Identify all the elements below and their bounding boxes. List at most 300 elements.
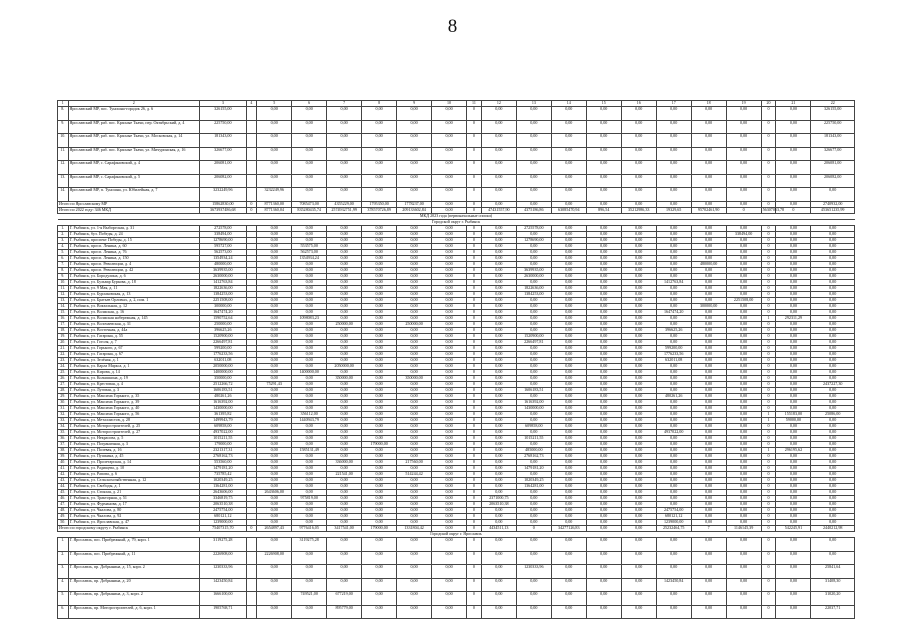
value-cell: 25841,64: [811, 565, 855, 579]
total-value-cell: 0,00: [621, 201, 656, 207]
total-label-cell: Итого по 2022 году: 346 МКД: [58, 207, 200, 213]
column-number-cell: 7: [327, 101, 362, 107]
value-cell: 206082,00: [200, 174, 247, 188]
value-cell: 0: [467, 161, 482, 175]
address-cell: Г. Ярославль, пос. Прибрежный, д. 11: [68, 551, 199, 565]
total-value-cell: 0,00: [691, 201, 726, 207]
value-cell: 0,00: [397, 514, 432, 520]
value-cell: 0: [761, 551, 776, 565]
value-cell: 0: [761, 490, 776, 496]
value-cell: 0,00: [432, 370, 467, 376]
value-cell: 0,00: [397, 226, 432, 232]
value-cell: 0,00: [481, 250, 516, 256]
value-cell: 0,00: [811, 508, 855, 514]
value-cell: 0,00: [481, 394, 516, 400]
address-cell: Г. Рыбинск, ул. Колышкина, д. 19: [68, 376, 199, 382]
value-cell: 0: [467, 592, 482, 606]
value-cell: 179000,00: [200, 442, 247, 448]
value-cell: 0,00: [327, 508, 362, 514]
value-cell: 0,00: [397, 232, 432, 238]
row-number-cell: 10.: [58, 280, 69, 286]
value-cell: 0,00: [432, 268, 467, 274]
value-cell: 0,00: [586, 322, 621, 328]
value-cell: 0,00: [397, 174, 432, 188]
value-cell: 0,00: [516, 346, 551, 352]
value-cell: 0,00: [776, 454, 811, 460]
value-cell: 0,00: [432, 274, 467, 280]
address-cell: Г. Рыбинск, ул. Чкалова, д. 92: [68, 514, 199, 520]
value-cell: 0,00: [551, 328, 586, 334]
total-label-cell: Итого по городскому округу г. Рыбинск: [58, 526, 200, 532]
value-cell: 0,00: [586, 388, 621, 394]
value-cell: 1822636,00: [200, 286, 247, 292]
value-cell: 0,00: [776, 322, 811, 328]
value-cell: 0,00: [481, 430, 516, 436]
value-cell: 0: [467, 298, 482, 304]
value-cell: 0,00: [776, 262, 811, 268]
value-cell: 680121,12: [200, 514, 247, 520]
value-cell: 0,00: [551, 238, 586, 244]
value-cell: 0,00: [811, 244, 855, 250]
value-cell: 0,00: [621, 496, 656, 502]
value-cell: 0,00: [327, 466, 362, 472]
value-cell: 0,00: [621, 316, 656, 322]
value-cell: 0,00: [586, 316, 621, 322]
value-cell: 0,00: [432, 382, 467, 388]
value-cell: 181343,00: [811, 134, 855, 148]
value-cell: 206082,00: [811, 174, 855, 188]
row-number-cell: 1.: [58, 538, 69, 552]
value-cell: 0,00: [776, 328, 811, 334]
value-cell: 0: [761, 244, 776, 250]
value-cell: 0,00: [586, 238, 621, 244]
value-cell: 0: [761, 370, 776, 376]
value-cell: 0,00: [586, 280, 621, 286]
total-value-cell: 1331804,42: [397, 526, 432, 532]
value-cell: 0,00: [776, 496, 811, 502]
value-cell: 0,00: [656, 174, 691, 188]
value-cell: 0,00: [811, 496, 855, 502]
value-cell: 0,00: [481, 134, 516, 148]
value-cell: 0,00: [691, 310, 726, 316]
value-cell: 2321317,31: [200, 448, 247, 454]
value-cell: 0,00: [811, 238, 855, 244]
value-cell: 0,00: [397, 340, 432, 346]
value-cell: 0,00: [656, 605, 691, 619]
value-cell: 0,00: [362, 364, 397, 370]
value-cell: 0,00: [691, 490, 726, 496]
value-cell: 0,00: [621, 292, 656, 298]
value-cell: 0,00: [292, 322, 327, 328]
value-cell: 0,00: [656, 120, 691, 134]
value-cell: 735785,42: [200, 472, 247, 478]
value-cell: 0,00: [776, 298, 811, 304]
value-cell: 0: [467, 238, 482, 244]
row-number-cell: 25.: [58, 370, 69, 376]
value-cell: 0: [761, 107, 776, 121]
value-cell: 0,00: [432, 418, 467, 424]
value-cell: 0,00: [292, 430, 327, 436]
value-cell: 0,00: [516, 280, 551, 286]
value-cell: 0,00: [481, 424, 516, 430]
value-cell: 0,00: [516, 520, 551, 526]
total-value-cell: 179000,00: [362, 526, 397, 532]
value-cell: 0,00: [811, 394, 855, 400]
value-cell: 0,00: [811, 256, 855, 262]
value-cell: 0,00: [362, 304, 397, 310]
value-cell: 0,00: [621, 508, 656, 514]
value-cell: 0,00: [481, 605, 516, 619]
value-cell: 0,00: [656, 304, 691, 310]
value-cell: 0,00: [481, 226, 516, 232]
value-cell: 0,00: [691, 578, 726, 592]
value-cell: 0,00: [292, 376, 327, 382]
value-cell: 0,00: [811, 364, 855, 370]
value-cell: 0,00: [776, 520, 811, 526]
value-cell: 0,00: [776, 484, 811, 490]
value-cell: 0,00: [656, 418, 691, 424]
value-cell: 0: [467, 226, 482, 232]
value-cell: 0,00: [516, 496, 551, 502]
value-cell: 0,00: [691, 382, 726, 388]
value-cell: 0,00: [691, 238, 726, 244]
value-cell: 0,00: [811, 262, 855, 268]
value-cell: 1666100,00: [200, 592, 247, 606]
value-cell: 0,00: [397, 406, 432, 412]
value-cell: 0,00: [811, 232, 855, 238]
value-cell: 2437227,30: [811, 382, 855, 388]
value-cell: 0,00: [327, 578, 362, 592]
value-cell: 0,00: [551, 592, 586, 606]
value-cell: 0,00: [516, 592, 551, 606]
value-cell: 1400000,00: [200, 370, 247, 376]
value-cell: 0,00: [292, 310, 327, 316]
value-cell: 0,00: [432, 232, 467, 238]
value-cell: 0,00: [726, 382, 761, 388]
value-cell: 1: [761, 412, 776, 418]
column-number-cell: 5: [257, 101, 292, 107]
value-cell: 0,00: [327, 256, 362, 262]
value-cell: 0,00: [691, 244, 726, 250]
address-cell: Ярославский МР, с. Сарафановский, д. 5: [68, 174, 199, 188]
value-cell: 0,00: [656, 382, 691, 388]
value-cell: 0,00: [327, 250, 362, 256]
value-cell: 0,00: [811, 286, 855, 292]
value-cell: 0,00: [776, 382, 811, 388]
value-cell: 0,00: [621, 406, 656, 412]
value-cell: 0,00: [586, 394, 621, 400]
row-number-cell: 37.: [58, 442, 69, 448]
value-cell: 0,00: [362, 565, 397, 579]
value-cell: 0,00: [811, 478, 855, 484]
value-cell: 0,00: [362, 340, 397, 346]
value-cell: 0,00: [726, 256, 761, 262]
row-number-cell: 22.: [58, 352, 69, 358]
value-cell: 0,00: [327, 442, 362, 448]
value-cell: 0,00: [811, 406, 855, 412]
value-cell: 0,00: [656, 316, 691, 322]
total-value-cell: 0: [726, 207, 761, 213]
value-cell: 0,00: [397, 370, 432, 376]
column-number-cell: 1: [58, 101, 69, 107]
value-cell: 179000,00: [362, 442, 397, 448]
value-cell: 0,00: [776, 565, 811, 579]
value-cell: 0,00: [257, 328, 292, 334]
address-cell: Ярославский МР, раб. пос. Красные Ткачи, пер. Октябрьский, д. 4: [68, 120, 199, 134]
value-cell: 0,00: [327, 538, 362, 552]
value-cell: 0,00: [586, 292, 621, 298]
value-cell: 0,00: [397, 382, 432, 388]
address-cell: Г. Рыбинск, просп. Революции, д. 42: [68, 268, 199, 274]
value-cell: 0,00: [432, 460, 467, 466]
value-cell: 0,00: [691, 394, 726, 400]
value-cell: 0: [467, 334, 482, 340]
value-cell: 0,00: [691, 161, 726, 175]
address-cell: Г. Рыбинск, ул. Пограничная, д. 3: [68, 442, 199, 448]
value-cell: 0,00: [327, 370, 362, 376]
value-cell: 0,00: [656, 400, 691, 406]
value-cell: 0,00: [397, 292, 432, 298]
value-cell: 0,00: [481, 364, 516, 370]
value-cell: 0: [467, 364, 482, 370]
value-cell: 0,00: [586, 496, 621, 502]
value-cell: 0,00: [811, 280, 855, 286]
value-cell: 0,00: [691, 358, 726, 364]
value-cell: 0,00: [691, 388, 726, 394]
column-number-cell: 6: [292, 101, 327, 107]
value-cell: 292311,29: [776, 316, 811, 322]
value-cell: 0,00: [551, 322, 586, 328]
value-cell: 1905768,71: [200, 605, 247, 619]
value-cell: 0,00: [621, 334, 656, 340]
value-cell: 0,00: [656, 147, 691, 161]
value-cell: 0,00: [292, 442, 327, 448]
value-cell: 0,00: [656, 232, 691, 238]
value-cell: 0,00: [691, 280, 726, 286]
table-row: [58, 147, 855, 161]
value-cell: 0,00: [691, 174, 726, 188]
value-cell: 0,00: [551, 346, 586, 352]
address-cell: Г. Рыбинск, ул. Гагарина, д. 55: [68, 334, 199, 340]
value-cell: 0,00: [586, 340, 621, 346]
total-value-cell: 63085470,94: [551, 207, 586, 213]
value-cell: 0: [761, 268, 776, 274]
address-cell: Г. Рыбинск, ул. Крестовая, д. 4: [68, 382, 199, 388]
value-cell: 0,00: [656, 262, 691, 268]
value-cell: 0,00: [481, 466, 516, 472]
value-cell: 0,00: [726, 460, 761, 466]
column-number-cell: 19: [726, 101, 761, 107]
value-cell: 0,00: [257, 322, 292, 328]
total-value-cell: 4434511,13: [481, 526, 516, 532]
value-cell: 2725578,00: [516, 226, 551, 232]
value-cell: 0,00: [621, 565, 656, 579]
value-cell: 0,00: [292, 466, 327, 472]
row-number-cell: 26.: [58, 376, 69, 382]
value-cell: 0,00: [726, 328, 761, 334]
value-cell: 0,00: [397, 551, 432, 565]
value-cell: 0,00: [776, 490, 811, 496]
value-cell: 562573,00: [200, 250, 247, 256]
value-cell: 0,00: [586, 592, 621, 606]
value-cell: 0,00: [726, 250, 761, 256]
value-cell: 0,00: [586, 406, 621, 412]
value-cell: 0,00: [362, 232, 397, 238]
value-cell: 0,00: [257, 280, 292, 286]
total-value-cell: 0,00: [656, 201, 691, 207]
value-cell: 0: [467, 304, 482, 310]
value-cell: 1384253,00: [516, 292, 551, 298]
value-cell: 0,00: [397, 268, 432, 274]
value-cell: 0: [467, 514, 482, 520]
value-cell: 0,00: [257, 472, 292, 478]
value-cell: 0,00: [327, 232, 362, 238]
value-cell: 0,00: [257, 496, 292, 502]
value-cell: 221541,00: [327, 472, 362, 478]
value-cell: 1: [761, 448, 776, 454]
value-cell: 0,00: [621, 502, 656, 508]
value-cell: 0,00: [292, 161, 327, 175]
row-number-cell: 36.: [58, 436, 69, 442]
value-cell: 0,00: [257, 508, 292, 514]
value-cell: 0,00: [257, 316, 292, 322]
value-cell: 0,00: [432, 514, 467, 520]
value-cell: 0,00: [432, 394, 467, 400]
address-cell: Г. Рыбинск, ул. Луговая, д. 3: [68, 388, 199, 394]
value-cell: 0,00: [621, 370, 656, 376]
table-row: [58, 120, 855, 134]
value-cell: 0,00: [257, 250, 292, 256]
value-cell: 0,00: [432, 472, 467, 478]
value-cell: 0: [467, 466, 482, 472]
value-cell: 0,00: [586, 460, 621, 466]
value-cell: 0,00: [292, 424, 327, 430]
value-cell: 0,00: [516, 382, 551, 388]
table-row: [58, 605, 855, 619]
value-cell: 0,00: [621, 250, 656, 256]
value-cell: 0,00: [586, 551, 621, 565]
value-cell: 0,00: [776, 147, 811, 161]
value-cell: 0: [467, 340, 482, 346]
value-cell: 0,00: [621, 268, 656, 274]
value-cell: 0: [467, 188, 482, 202]
total-value-cell: 0,00: [621, 526, 656, 532]
value-cell: 0,00: [481, 238, 516, 244]
total-value-cell: 19329,65: [656, 207, 691, 213]
value-cell: 0,00: [397, 346, 432, 352]
value-cell: 225750,00: [200, 120, 247, 134]
value-cell: 0,00: [432, 565, 467, 579]
row-number-cell: 11.: [58, 147, 69, 161]
value-cell: 0,00: [397, 304, 432, 310]
value-cell: 0: [761, 454, 776, 460]
value-cell: 0,00: [656, 436, 691, 442]
value-cell: 0,00: [432, 334, 467, 340]
value-cell: 0,00: [432, 578, 467, 592]
value-cell: 0,00: [691, 442, 726, 448]
value-cell: 0,00: [516, 508, 551, 514]
value-cell: 0,00: [691, 376, 726, 382]
value-cell: 0,00: [726, 316, 761, 322]
value-cell: 0,00: [691, 107, 726, 121]
value-cell: 2226908,00: [257, 551, 292, 565]
value-cell: 0,00: [776, 376, 811, 382]
total-value-cell: 0,00: [726, 201, 761, 207]
value-cell: 553560,00: [200, 460, 247, 466]
value-cell: 0,00: [362, 388, 397, 394]
value-cell: 0,00: [621, 364, 656, 370]
value-cell: 0,00: [432, 508, 467, 514]
value-cell: 0,00: [481, 161, 516, 175]
value-cell: 0,00: [397, 298, 432, 304]
value-cell: 0,00: [292, 406, 327, 412]
value-cell: 0,00: [362, 376, 397, 382]
value-cell: 0,00: [621, 232, 656, 238]
address-cell: Ярославский МР, раб. пос. Красные Ткачи, ул. Мичуринская, д. 16: [68, 147, 199, 161]
address-cell: Г. Рыбинск, ул. 1-я Выборгская, д. 31: [68, 226, 199, 232]
value-cell: 0,00: [691, 250, 726, 256]
row-number-cell: 33.: [58, 418, 69, 424]
value-cell: 0,00: [481, 418, 516, 424]
value-cell: 0: [761, 406, 776, 412]
value-cell: 0,00: [432, 244, 467, 250]
address-cell: Г. Рыбинск, ул. Чкалова, д. 80: [68, 508, 199, 514]
value-cell: 0,00: [257, 262, 292, 268]
value-cell: 0,00: [432, 605, 467, 619]
value-cell: 2475754,00: [200, 508, 247, 514]
value-cell: 0,00: [551, 280, 586, 286]
value-cell: 0,00: [691, 508, 726, 514]
value-cell: 181343,00: [200, 134, 247, 148]
value-cell: 0: [467, 551, 482, 565]
value-cell: 0,00: [551, 316, 586, 322]
value-cell: 0,00: [327, 436, 362, 442]
value-cell: 0,00: [621, 352, 656, 358]
value-cell: 0,00: [397, 478, 432, 484]
value-cell: 0,00: [292, 484, 327, 490]
value-cell: 0: [761, 466, 776, 472]
value-cell: 0,00: [257, 592, 292, 606]
total-value-cell: 8771360,04: [257, 207, 292, 213]
total-value-cell: 34277126,83: [551, 526, 586, 532]
value-cell: 0,00: [397, 107, 432, 121]
address-cell: Г. Рыбинск, просп. Ленина, д. 150: [68, 256, 199, 262]
value-cell: 0,00: [586, 232, 621, 238]
value-cell: 0,00: [432, 304, 467, 310]
address-cell: Г. Рыбинск, ул. Горького, д. 67: [68, 346, 199, 352]
value-cell: 0,00: [551, 412, 586, 418]
value-cell: 336000,00: [327, 460, 362, 466]
value-cell: 0,00: [362, 394, 397, 400]
value-cell: [246, 174, 257, 188]
value-cell: 0,00: [726, 286, 761, 292]
value-cell: 0,00: [726, 400, 761, 406]
value-cell: 0,00: [481, 514, 516, 520]
value-cell: 0,00: [621, 188, 656, 202]
value-cell: 0,00: [481, 370, 516, 376]
value-cell: 0,00: [551, 436, 586, 442]
value-cell: 1606183,51: [200, 388, 247, 394]
value-cell: 0,00: [776, 174, 811, 188]
value-cell: 0,00: [776, 578, 811, 592]
total-value-cell: 4375186,86: [516, 207, 551, 213]
value-cell: 680121,12: [656, 514, 691, 520]
value-cell: 0: [467, 358, 482, 364]
value-cell: 0,00: [397, 430, 432, 436]
value-cell: 0,00: [586, 286, 621, 292]
value-cell: 0,00: [776, 134, 811, 148]
value-cell: 0,00: [776, 274, 811, 280]
